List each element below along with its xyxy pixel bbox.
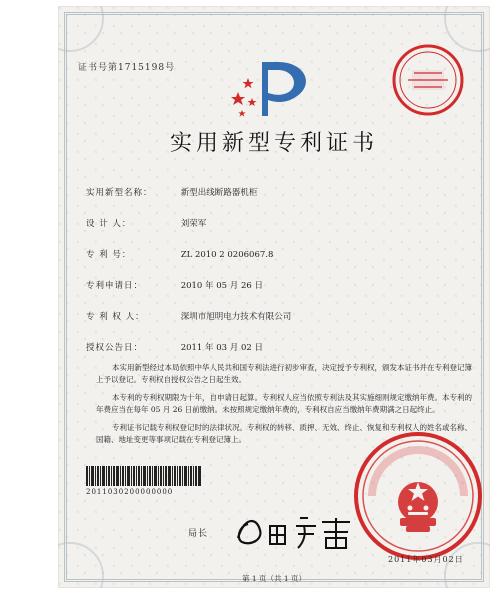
paragraph: 本实用新型经过本局依照中华人民共和国专利法进行初步审查，决定授予专利权，颁发本证书并在专利登记簿上予以登记。专利权自授权公告之日起生效。 <box>96 363 472 384</box>
field-label: 实用新型名称： <box>86 188 153 198</box>
field-label: 专利申请日： <box>86 281 144 291</box>
patent-certificate <box>58 6 490 588</box>
field-designer <box>86 217 206 229</box>
field-patent-number <box>86 248 273 260</box>
official-seal-icon <box>348 426 488 566</box>
cnipa-logo-icon <box>218 56 328 120</box>
agency-seal-icon <box>388 40 468 120</box>
barcode-number: 2011030200000000 <box>86 488 174 496</box>
certificate-number: 证书号第1715198号 <box>78 63 176 73</box>
field-invention-name <box>86 186 257 198</box>
field-grant-date <box>86 341 263 353</box>
field-label: 专 利 号： <box>86 250 132 260</box>
field-label: 设 计 人： <box>86 219 132 229</box>
field-value: 2010 年 05 月 26 日 <box>180 281 263 291</box>
page-number: 第 1 页（共 1 页） <box>241 574 307 583</box>
director-label: 局长 <box>188 529 209 539</box>
field-patentee <box>86 310 291 322</box>
paragraph: 专利证书记载专利权登记时的法律状况。专利权的转移、质押、无效、终止、恢复和专利权人的姓名或名称、国籍、地址变更等事项记载在专利登记簿上。 <box>96 423 472 444</box>
certificate-title: 实用新型专利证书 <box>169 131 378 156</box>
field-value: 刘荣军 <box>180 219 207 229</box>
seal-date: 2011年03月02日 <box>388 555 464 564</box>
field-value: ZL 2010 2 0206067.8 <box>180 250 274 260</box>
field-filing-date <box>86 279 263 291</box>
field-label: 授权公告日： <box>86 343 144 353</box>
field-label: 专 利 权 人： <box>86 312 145 322</box>
field-value: 深圳市旭明电力技术有限公司 <box>180 312 292 322</box>
barcode <box>86 466 236 486</box>
paragraph: 本专利的专利权期限为十年，自申请日起算。专利权人应当依照专利法及其实施细则规定缴纳年费。本专利的年费应当在每年 05 月 26 日前缴纳。未按照规定缴纳年费的，专利权自应当缴纳年费期满之日起终止。 <box>96 393 472 414</box>
field-value: 2011 年 03 月 02 日 <box>180 343 263 353</box>
field-value: 新型出线断路器机柜 <box>180 188 258 198</box>
director-signature-icon <box>230 508 360 556</box>
